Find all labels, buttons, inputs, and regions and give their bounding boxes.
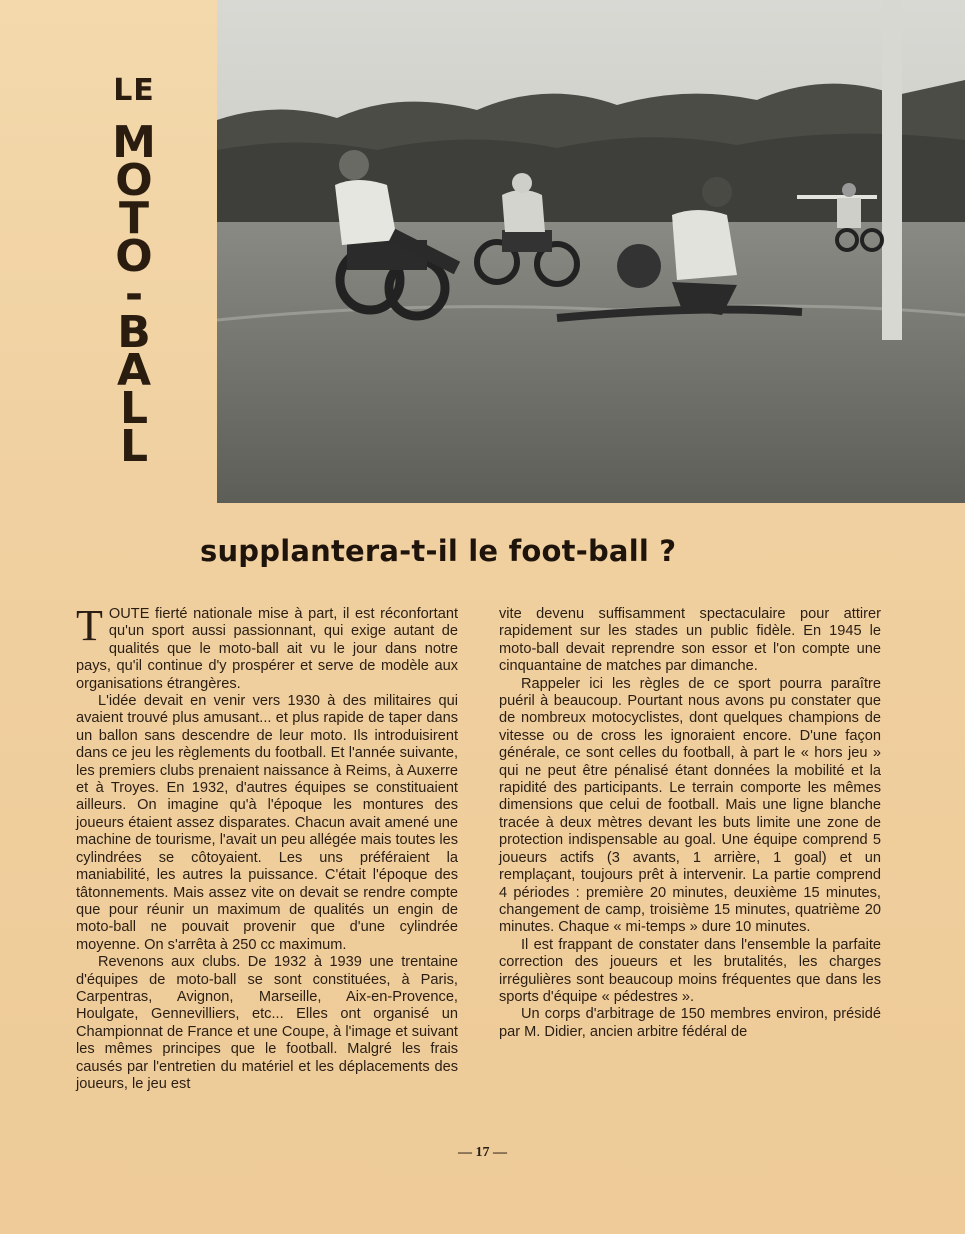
photo-illustration <box>217 0 965 503</box>
title-letter: L <box>119 383 149 434</box>
title-letter: O <box>115 231 153 282</box>
article-column-right <box>499 606 881 1041</box>
title-letter: L <box>119 421 149 472</box>
title-letter: M <box>112 117 156 168</box>
paragraph: Rappeler ici les règles de ce sport pourra paraître puéril à beaucoup. Pourtant nous avons pu constater que de nombreux motocyclistes, dont quelques champions de vitesse ou de cross les ignoraient encore. D'une façon générale, ce sont celles du football, à part le « hors jeu » qui ne peut être pénalisé étant données la mobilité et la rapidité des participants. Le terrain comporte les mêmes dimensions que celui de football. Mais une ligne blanche tracée à deux mètres devant les buts limite une zone de protection indispensable au goal. Une équipe comprend 5 joueurs actifs (3 avants, 1 arrière, 1 goal) et un remplaçant, toujours prêt à intervenir. La partie comprend 4 périodes : première 20 minutes, deuxième 15 minutes, changement de camp, troisième 15 minutes, quatrième 20 minutes. Chaque « mi-temps » dure 10 minutes. <box>499 675 881 936</box>
paragraph: Un corps d'arbitrage de 150 membres environ, présidé par M. Didier, ancien arbitre fédéral de <box>499 1006 881 1040</box>
paragraph <box>76 601 458 693</box>
paragraph-text: OUTE fierté nationale mise à part, il est réconfortant qu'un sport aussi passionnant, qui exige autant de qualités que le moto-ball ait vu le jour dans notre pays, qu'il continue d'y prospérer et serve de modèle aux organisations étrangères. <box>76 606 458 692</box>
title-letter: B <box>117 307 151 358</box>
title-letter: - <box>124 269 144 320</box>
vertical-title <box>98 74 170 534</box>
motoball-photo <box>217 0 965 503</box>
paragraph: Il est frappant de constater dans l'ensemble la parfaite correction des joueurs et les brutalités, les charges irrégulières sont beaucoup moins fréquentes que dans les sports d'équipe « pédestres ». <box>499 936 881 1005</box>
page-number: — 17 — <box>458 1145 507 1160</box>
title-letter: T <box>118 193 149 244</box>
title-letter: O <box>115 155 153 206</box>
paragraph: L'idée devait en venir vers 1930 à des militaires qui avaient trouvé plus amusant... et plus rapide de taper dans un ballon sans descendre de leur moto. Ils introduisirent dans ce jeu les règlements du football. Et l'année suivante, les premiers clubs prenaient naissance à Reims, à Auxerre et à Troyes. En 1932, d'autres équipes se constituaient ailleurs. On imagine qu'à l'époque les montures des joueurs étaient assez disparates. Chacun avait amené une machine de tourisme, l'avait un peu allégée mais toutes les cylindrées se côtoyaient. Les uns préféraient la maniabilité, les autres la puissance. C'était l'époque des tâtonnements. Mais assez vite on devait se rendre compte que pour réunir un maximum de qualités un engin de moto-ball ne pouvait provenir que d'une cylindrée moyenne. On s'arrêta à 250 cc maximum. <box>76 693 458 953</box>
paragraph: vite devenu suffisamment spectaculaire pour attirer rapidement sur les stades un public fidèle. En 1945 le moto-ball devait reprendre son essor et l'on compte une cinquantaine de matches par dimanche. <box>499 606 881 675</box>
title-letter: A <box>116 345 152 396</box>
headline: supplantera-t-il le foot-ball ? <box>200 534 677 568</box>
title-article: LE <box>113 73 155 108</box>
paragraph: Revenons aux clubs. De 1932 à 1939 une trentaine d'équipes de moto-ball se sont constituées, à Paris, Carpentras, Avignon, Marseille, Aix-en-Provence, Houlgate, Gennevilliers, etc... Elles ont organisé un Championnat de France et une Coupe, à l'image et suivant les mêmes principes que le football. Malgré les frais causés par l'entretien du matériel et les déplacements des joueurs, le jeu est <box>76 954 458 1092</box>
drop-cap: T <box>76 601 103 650</box>
article-column-left <box>76 601 458 1093</box>
